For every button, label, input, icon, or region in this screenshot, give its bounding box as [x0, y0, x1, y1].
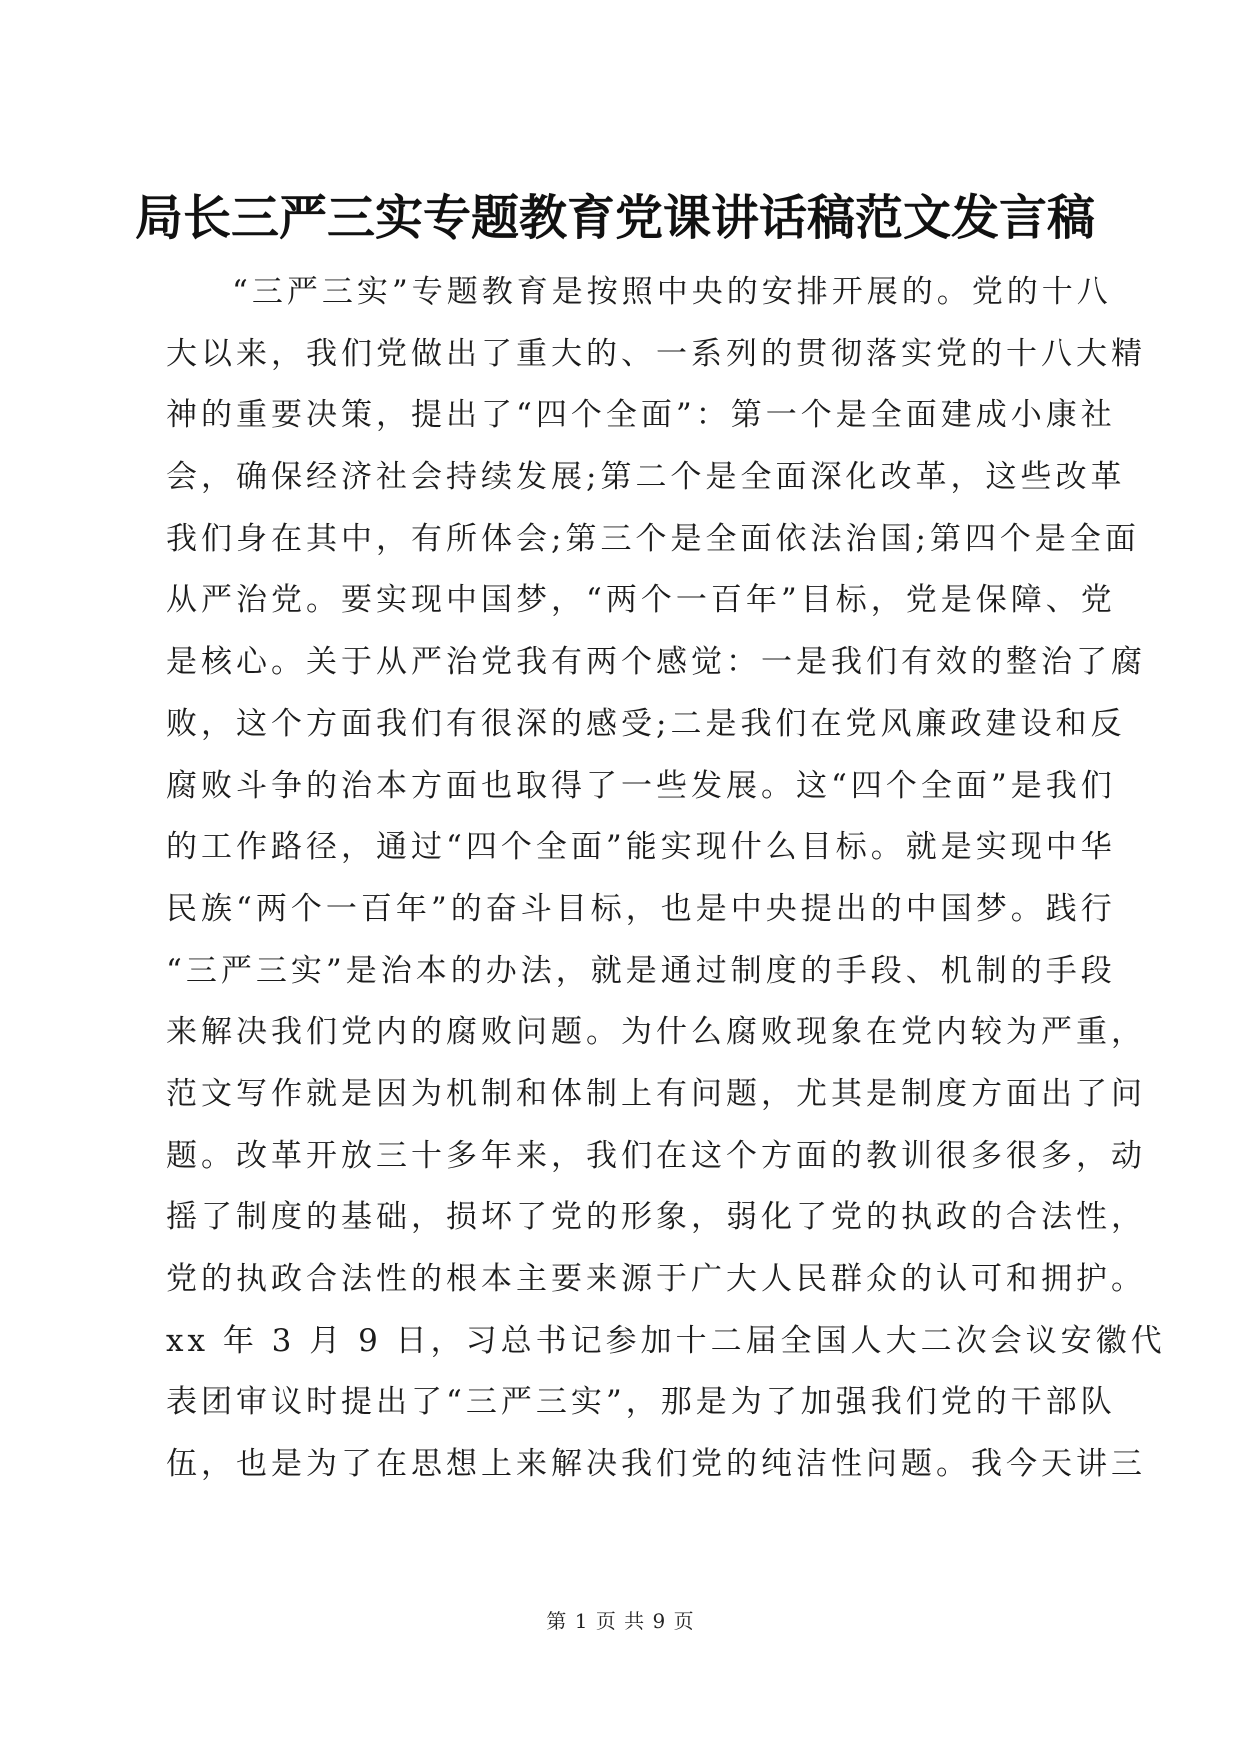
body-line: 会，确保经济社会持续发展;第二个是全面深化改革，这些改革	[166, 459, 1126, 496]
body-line: 败，这个方面我们有很深的感受;二是我们在党风廉政建设和反	[166, 705, 1126, 742]
body-line: 我们身在其中，有所体会;第三个是全面依法治国;第四个是全面	[166, 520, 1140, 557]
body-line: 题。改革开放三十多年来，我们在这个方面的教训很多很多，动	[166, 1137, 1146, 1174]
body-paragraph	[166, 262, 1166, 1496]
body-line: 的工作路径，通过“四个全面”能实现什么目标。就是实现中华	[166, 829, 1116, 866]
body-line: 是核心。关于从严治党我有两个感觉：一是我们有效的整治了腐	[166, 644, 1146, 681]
body-line: 民族“两个一百年”的奋斗目标，也是中央提出的中国梦。践行	[166, 890, 1116, 927]
body-line: 从严治党。要实现中国梦，“两个一百年”目标，党是保障、党	[166, 582, 1116, 619]
body-line: 摇了制度的基础，损坏了党的形象，弱化了党的执政的合法性，	[166, 1199, 1146, 1236]
body-line: “三严三实”是治本的办法，就是通过制度的手段、机制的手段	[166, 952, 1116, 989]
body-line: “三严三实”专题教育是按照中央的安排开展的。党的十八	[232, 274, 1112, 310]
body-line: 伍，也是为了在思想上来解决我们党的纯洁性问题。我今天讲三	[166, 1446, 1146, 1483]
body-line: 来解决我们党内的腐败问题。为什么腐败现象在党内较为严重，	[166, 1014, 1146, 1051]
body-line: xx 年 3 月 9 日，习总书记参加十二届全国人大二次会议安徽代	[166, 1322, 1166, 1359]
page-number-footer: 第 1 页 共 9 页	[546, 1609, 695, 1633]
body-line: 党的执政合法性的根本主要来源于广大人民群众的认可和拥护。	[166, 1261, 1146, 1297]
body-line: 神的重要决策，提出了“四个全面”：第一个是全面建成小康社	[166, 397, 1116, 434]
body-line: 表团审议时提出了“三严三实”，那是为了加强我们党的干部队	[166, 1384, 1116, 1421]
document-title: 局长三严三实专题教育党课讲话稿范文发言稿	[135, 190, 1096, 246]
body-line: 大以来，我们党做出了重大的、一系列的贯彻落实党的十八大精	[166, 335, 1146, 372]
body-line: 范文写作就是因为机制和体制上有问题，尤其是制度方面出了问	[166, 1075, 1146, 1112]
body-line: 腐败斗争的治本方面也取得了一些发展。这“四个全面”是我们	[166, 767, 1116, 804]
